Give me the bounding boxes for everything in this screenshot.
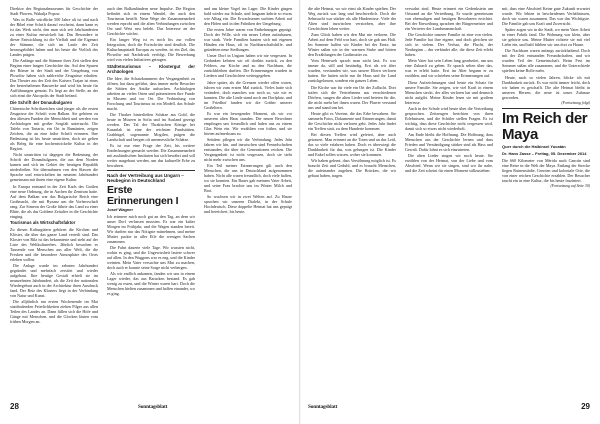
right-page bbox=[308, 6, 590, 416]
body-paragraph: Die Thraker hinterließen Schätze aus Gold, die heute in Museen in Sofia und im Ausland gezeigt werden. Das Tal der Thrakischen Könige bei Kasanlak ist eine der reichsten Fundstätten. Grabhügel, sogenannte Mogilen, prägen die Landschaft und bergen oft unermessliche Schätze. bbox=[107, 111, 195, 142]
body-paragraph: Es war ein bewegender Moment, als wir vor unserem alten Haus standen. Die neuen Bewohner empfingen uns freundlich und luden uns zu einem Glas Wein ein. Wir erzählten von früher, und sie hörten aufmerksam zu. bbox=[204, 110, 292, 136]
section-divider bbox=[502, 108, 590, 109]
body-paragraph: Die Anfänge und die Stämme ihrer Zeit stellen den Beginn einer langen Geschichte dar. Auf den Spuren der Römer in der Stadt und der Umgebung von Plowdiw haben sich zahlreiche Zeugnisse erhalten. Das Theater aus der Zeit des Kaisers Trajan ist eines der besterhaltenen Bauwerke und wird bis heute für Aufführungen genutzt. Es liegt an der Stelle, an der sich einst die Akropolis der Stadt befand. bbox=[10, 58, 98, 99]
body-paragraph: Die ersten Jahre waren von Entbehrungen geprägt. Doch der Wille, sich ein neues Leben aufzubauen, war stark. Viele Familien bauten sich mit eigenen Händen ein Haus, oft in Nachbarschaftshilfe, und gründeten neue Siedlungen. bbox=[204, 27, 292, 53]
body-paragraph: Die Anlage wurde im zehnten Jahrhundert gegründet und mehrfach zerstört und wieder aufgebaut. Ihre heutige Gestalt erhielt sie im neunzehnten Jahrhundert, als die Zeit der nationalen Wiedergeburt auch in der Architektur ihren Ausdruck fand. Der Reiz des Klosters liegt in der Verbindung von Natur und Kunst. bbox=[10, 262, 98, 298]
body-paragraph: Die alten Lieder singen wir noch heute. Sie erzählen von der Heimat, von der Liebe und vom Abschied. Wenn wir sie singen, sind wir ihr nahe, und die Zeit scheint für einen Moment stillzustehen. bbox=[405, 153, 493, 174]
body-paragraph: Was in Bulle würdliche 500 Jahre alt ist und nach der Bibel eine Schrift darauf erscheint, dann kann es ist das Werk nicht, den man sich seit Jahrhunderten zu einer Kultur entwickelt hat. Das Besondere in dieser Entwicklung ist die Vielfalt und die Eigenart der Stämme, die sich im Laufe der Zeit herausgebildet haben und bis heute die Vielfalt des Landes prägen. bbox=[10, 17, 98, 58]
continuation-note: (Fortsetzung auf Seite 30) bbox=[550, 183, 590, 188]
body-paragraph: Jahre später, als die Grenzen wieder offen waren, fuhren wir zum ersten Mal zurück. Vieles hatte sich verändert, doch manches war noch so, wie wir es kannten. Die alte Linde stand noch am Dorfplatz, und im Friedhof fanden wir die Gräber unserer Großeltern. bbox=[204, 79, 292, 110]
body-paragraph: Zum Glück haben wir den Mut nie verloren. Die Arbeit auf dem Feld war hart, doch sie gab uns Halt. Im Sommer halfen wir Kinder bei der Ernte, im Winter saßen wir in der warmen Stube und hörten den Erzählungen der Großmutter zu. bbox=[308, 32, 396, 58]
section-subheading: Die Schrift der Donaubulgaren bbox=[10, 99, 73, 105]
body-paragraph: Chinesische Schriftzeichen sind jünger als die ersten Zeugnisse der Schrift vom Balkan. Sie gehören zu den ältesten Funden der Menschheit und werden von Archäologen mit großer Sorgfalt untersucht. Die Tafeln von Tartaria, ein Ort in Rumänien, zeigen Zeichen, die an eine frühe Schrift erinnern. Ihre Bedeutung ist bis heute umstritten, doch sie gelten als Beleg für eine hochentwickelte Kultur in der Region. bbox=[10, 106, 98, 152]
body-paragraph: Vom Heimweh sprach man nicht laut. Es war immer da, still und beständig. Erst als wir älter wurden, verstanden wir, was unsere Eltern verloren hatten. Sie hatten nicht nur ihr Haus und ihr Land zurückgelassen, sondern ein ganzes Leben. bbox=[308, 58, 396, 84]
right-page-footer bbox=[308, 402, 590, 414]
body-paragraph: Später zogen wir in die Stadt, wo mein Vater Arbeit in einer Fabrik fand. Die Wohnung war klein, aber sie gehörte uns. Meine Mutter richtete sie mit viel Liebe ein, und bald fühlten wir uns dort zu Hause. bbox=[502, 27, 590, 48]
body-paragraph: Wir haben gelernt, dass Versöhnung möglich ist. Es braucht Zeit und Geduld, und es braucht Menschen, die aufeinander zugehen. Die Brücken, die wir gebaut haben, tragen. bbox=[308, 158, 396, 179]
article-headline: Erste Erinnerungen I bbox=[107, 183, 179, 207]
body-paragraph: verwahrt sind. Heute erinnert ein Gedenkstein am Ortsrand an die Vertreibung. Er wurde gemeinsam von ehemaligen und heutigen Bewohnern errichtet. Bei der Einweihung sprachen der Bürgermeister und ein Vertreter der Landsmannschaft. bbox=[405, 6, 493, 31]
left-page-columns bbox=[10, 6, 292, 400]
publication-name-left: Sonntagsblatt bbox=[138, 404, 168, 410]
page-number-left: 28 bbox=[10, 402, 19, 411]
article-headline: Im Reich der Maya bbox=[502, 109, 588, 143]
body-paragraph: und ans kleine Vogel ins Lager. Die Kinder gingen bald wieder zur Schule, und langsam kehrte so etwas wie Alltag ein. Die Erwachsenen suchten Arbeit auf den Höfen und in den Fabriken der Umgebung. bbox=[204, 6, 292, 26]
body-paragraph: Die Fahrt dauerte viele Tage. Wir wussten nicht, wohin es ging, und die Ungewissheit lastete schwer auf allen. In den Waggons war es eng, und die Kinder weinten. Mein Vater versuchte uns Mut zu machen, doch auch er konnte seine Sorge nicht verbergen. bbox=[107, 245, 195, 271]
body-paragraph: Heute, nach so vielen Jahren, blicke ich mit Dankbarkeit zurück. Es war nicht immer leicht, doch wir haben es geschafft. Die alte Heimat bleibt in unseren Herzen, die neue ist unser Zuhause geworden. bbox=[502, 74, 590, 100]
right-column-3 bbox=[502, 6, 590, 400]
right-page-columns bbox=[308, 6, 590, 400]
left-page bbox=[10, 6, 292, 416]
article-byline: Quer durch die Halbinsel Yucatán bbox=[502, 143, 566, 149]
left-page-footer bbox=[10, 402, 292, 414]
body-paragraph: Die alljährlich am ersten Wochenende im Mai stattfindenden Feierlichkeiten ziehen Pilger aus allen Teilen des Landes an. Dann füllen sich die Höfe und Gänge mit Menschen, und die Glocken läuten vom frühen Morgen an. bbox=[10, 298, 98, 324]
body-paragraph: Heute gibt es Vereine, die das Erbe bewahren. Sie sammeln Fotos, Dokumente und Erinnerungen, damit die Geschichte nicht verloren geht. Jedes Jahr findet ein Treffen statt, zu dem Hunderte kommen. bbox=[308, 110, 396, 131]
body-paragraph: Mein Vater hat sein Leben lang gearbeitet, um uns eine Zukunft zu geben. Er sprach selten über das, was er erlebt hatte. Erst im Alter begann er zu erzählen, und wir schrieben seine Erinnerungen auf. bbox=[405, 58, 493, 79]
article-byline: Josef Wagner bbox=[107, 207, 134, 213]
body-paragraph: die alte Heimat, wo wir einst als Kinder spielten. Der Weg zurück war lang und beschwerlich. Doch die Sehnsucht war stärker als alle Hindernisse. Viele der Alten sind inzwischen verstorben, aber ihre Geschichten leben weiter. bbox=[308, 6, 396, 31]
section-divider bbox=[107, 170, 195, 171]
body-paragraph: Diese Aufzeichnungen sind heute ein Schatz für unsere Familie. Sie zeigen, wie viel Kraft in einem Menschen steckt, der alles verloren hat und dennoch nicht aufgibt. Meine Kinder lesen sie mit großem Interesse. bbox=[405, 79, 493, 105]
body-paragraph: Die 660 Kilometer von Mérida nach Cancún sind eine Reise in die Welt der Maya. Entlang der Strecke liegen Ruinenstädte, Cenoten und koloniale Orte, die von einer reichen Geschichte erzählen. Der Besucher taucht ein in eine Kultur, die bis heute fasziniert. bbox=[502, 157, 590, 183]
body-paragraph: Zu diesen Kulturgütern gehören die Kirchen und Klöster, die über das ganze Land verteilt sind. Das Kloster von Rila ist das bekannteste und steht auf der Liste des Weltkulturerbes. Jährlich besuchen es Tausende von Menschen aus aller Welt, die die Fresken und die besondere Atmosphäre des Ortes erleben wollen. bbox=[10, 226, 98, 262]
body-paragraph: Am Ende bleibt die Hoffnung. Die Hoffnung, dass Menschen aus der Geschichte lernen und dass Frieden und Verständigung stärker sind als Hass und Gewalt. Dafür lohnt es sich einzutreten. bbox=[405, 131, 493, 152]
body-paragraph: Unser Dorf in Ungarn haben wir nie vergessen. In Gedanken kehrten wir oft dorthin zurück, zu den Feldern, zur Kirche und zu den Nachbarn, die zurückbleiben durften. Die Erinnerungen wurden in Liedern und Geschichten weitergegeben. bbox=[204, 53, 292, 79]
body-paragraph: Ein Teil meiner Erinnerungen gilt auch den Menschen, die uns in Deutschland aufgenommen haben. Nicht alle waren freundlich, doch viele halfen, wo sie konnten. Ein Bauer gab meinem Vater Arbeit, und seine Frau brachte uns im Winter Milch und Brot. bbox=[204, 163, 292, 194]
body-paragraph: mit, dass eine Abschied Keine gute Zukunft erwartet wurde. Wir lebten in bescheidenen Verhältnissen, doch wir waren zusammen. Das war das Wichtigste. Die Familie gab uns Kraft und Zuversicht. bbox=[502, 6, 590, 26]
left-column-1 bbox=[10, 6, 98, 400]
body-paragraph: Die Nachbarn waren anfangs zurückhaltend. Doch mit der Zeit entstanden Freundschaften, und wir wurden Teil der Gemeinschaft. Beim Fest im Sommer saßen alle zusammen, und die Unterschiede spielten keine Rolle mehr. bbox=[502, 48, 590, 74]
section-subheading: Tourismus als Wirtschaftsfaktor bbox=[10, 220, 76, 226]
right-column-1 bbox=[308, 6, 396, 400]
body-paragraph: Direktor des Regionalmuseums für Geschichte der Stadt Plowen, Wakulja Popow. bbox=[10, 6, 98, 16]
body-paragraph: Als wir endlich ankamen, fanden wir uns in einem Lager wieder, das aus Baracken bestand. Es gab wenig zu essen, und die Winter waren hart. Doch die Menschen hielten zusammen und halfen einander, wo es ging. bbox=[107, 271, 195, 297]
body-paragraph: Auch in der Schule wird heute über die Vertreibung gesprochen. Zeitzeugen berichten von ihren Erlebnissen, und die Schüler stellen Fragen. Es ist wichtig, dass diese Geschichte nicht vergessen wird, damit sich so etwas nicht wiederholt. bbox=[405, 105, 493, 131]
publication-name-right: Sonntagsblatt bbox=[308, 404, 338, 410]
body-paragraph: Die Idee, die Schatzkammern der Vergangenheit zu öffnen, hat dazu geführt, dass immer mehr Besucher die Stätten der Antike aufsuchen. Archäologen arbeiten an vielen Orten und präsentieren ihre Funde in Museen und vor Ort. Die Verbindung von Forschung und Tourismus ist ein Modell, das Schule macht. bbox=[107, 75, 195, 111]
body-paragraph: Seitdem pflegen wir die Verbindung. Jedes Jahr fahren wir hin, und inzwischen sind Freundschaften entstanden, die über die Generationen reichen. Die Vergangenheit ist nicht vergessen, doch sie steht nicht mehr zwischen uns. bbox=[204, 136, 292, 162]
body-paragraph: Ein langer Weg ist es noch bis zur vollen Integration, doch die Fortschritte sind deutlich. Die Kulturhauptstadt Europas zu werden, ist ein Ziel, das Plowdiw mit Nachdruck verfolgt. Die Bewerbung wird von vielen Initiativen getragen. bbox=[107, 37, 195, 63]
section-subheading: Städtetourismus – Klostergut der Archäologen bbox=[107, 63, 195, 75]
body-paragraph: Es ist nur eine Frage der Zeit, bis weitere Entdeckungen gemacht werden. Die Zusammenarbeit mit ausländischen Instituten hat sich bewährt und soll weiter ausgebaut werden, um das kulturelle Erbe zu bewahren. bbox=[107, 142, 195, 168]
article-kicker: Nach der Vertreibung aus Ungarn – Neubeginn in Deutschland bbox=[107, 172, 184, 184]
body-paragraph: So wuchsen wir in zwei Welten auf. Zu Hause sprachen wir unseren Dialekt, in der Schule Hochdeutsch. Diese doppelte Heimat hat uns geprägt und bereichert, bis heute. bbox=[204, 194, 292, 215]
page-number-right: 29 bbox=[581, 402, 590, 411]
continuation-note: (Fortsetzung folgt) bbox=[561, 100, 590, 105]
left-column-3 bbox=[204, 6, 292, 400]
body-paragraph: Nicht umstritten ist dagegen die Bedeutung der Schrift der Donaubulgaren, die aus dem Norden kamen und sich im Gebiet der heutigen Republik niederließen. Sie übernahmen von den Slawen die Sprache und entwickelten im neunten Jahrhundert gemeinsam mit ihnen eine eigene Kultur. bbox=[10, 152, 98, 183]
body-paragraph: Die Kirche war für viele ein Ort der Zuflucht. Dort trafen sich die Vertriebenen aus verschiedenen Dörfern, sangen die alten Lieder und beteten für die, die nicht mehr bei ihnen waren. Der Pfarrer verstand uns und stand uns bei. bbox=[308, 84, 396, 110]
body-paragraph: Ich erinnere mich noch gut an den Tag, an dem wir unser Dorf verlassen mussten. Es war ein kalter Morgen im Frühjahr, und die Wagen standen bereit. Wir durften nur das Nötigste mitnehmen, und meine Mutter packte in aller Eile die wenigen Sachen zusammen. bbox=[107, 214, 195, 245]
right-column-2 bbox=[405, 6, 493, 400]
body-paragraph: Bei diesen Treffen wird gefeiert, aber auch getrauert. Man erinnert an die Toten und an das Leid, das so viele erfahren haben. Doch es überwiegt die Dankbarkeit für das, was gelungen ist. Die Kinder und Enkel sollen wissen, woher sie kommen. bbox=[308, 131, 396, 157]
article-byline: Dr. Hans Zasse – Freitag, 05. Dezember 2014 bbox=[502, 150, 587, 156]
left-column-2 bbox=[107, 6, 195, 400]
page-gutter bbox=[299, 0, 301, 424]
body-paragraph: auch den Balkanländern neue Impulse. Die Region befindet sich in einem Wandel, der auch den Tourismus betrifft. Neue Wege der Zusammenarbeit werden erprobt und die alten Verbindungen zwischen Ost und West neu belebt. Das Interesse an der Geschichte wächst. bbox=[107, 6, 195, 36]
body-paragraph: Die Geschichte unserer Familie ist eine von vielen. Jede Familie hat ihre eigene, und doch gleichen sie sich in vielem. Der Verlust, die Flucht, der Neubeginn – das verbindet alle, die diese Zeit erlebt haben. bbox=[405, 32, 493, 58]
body-paragraph: In Europa entstand in der Zeit Karls des Großen eine neue Ordnung, die in Aachen ihr Zentrum hatte. Auf dem Balkan war das Bulgarische Reich eine Großmacht, die mit Byzanz um die Vorherrschaft rang. Zar Simeon der Große führte das Land zu einer Blüte, die als das Goldene Zeitalter in die Geschichte einging. bbox=[10, 183, 98, 219]
